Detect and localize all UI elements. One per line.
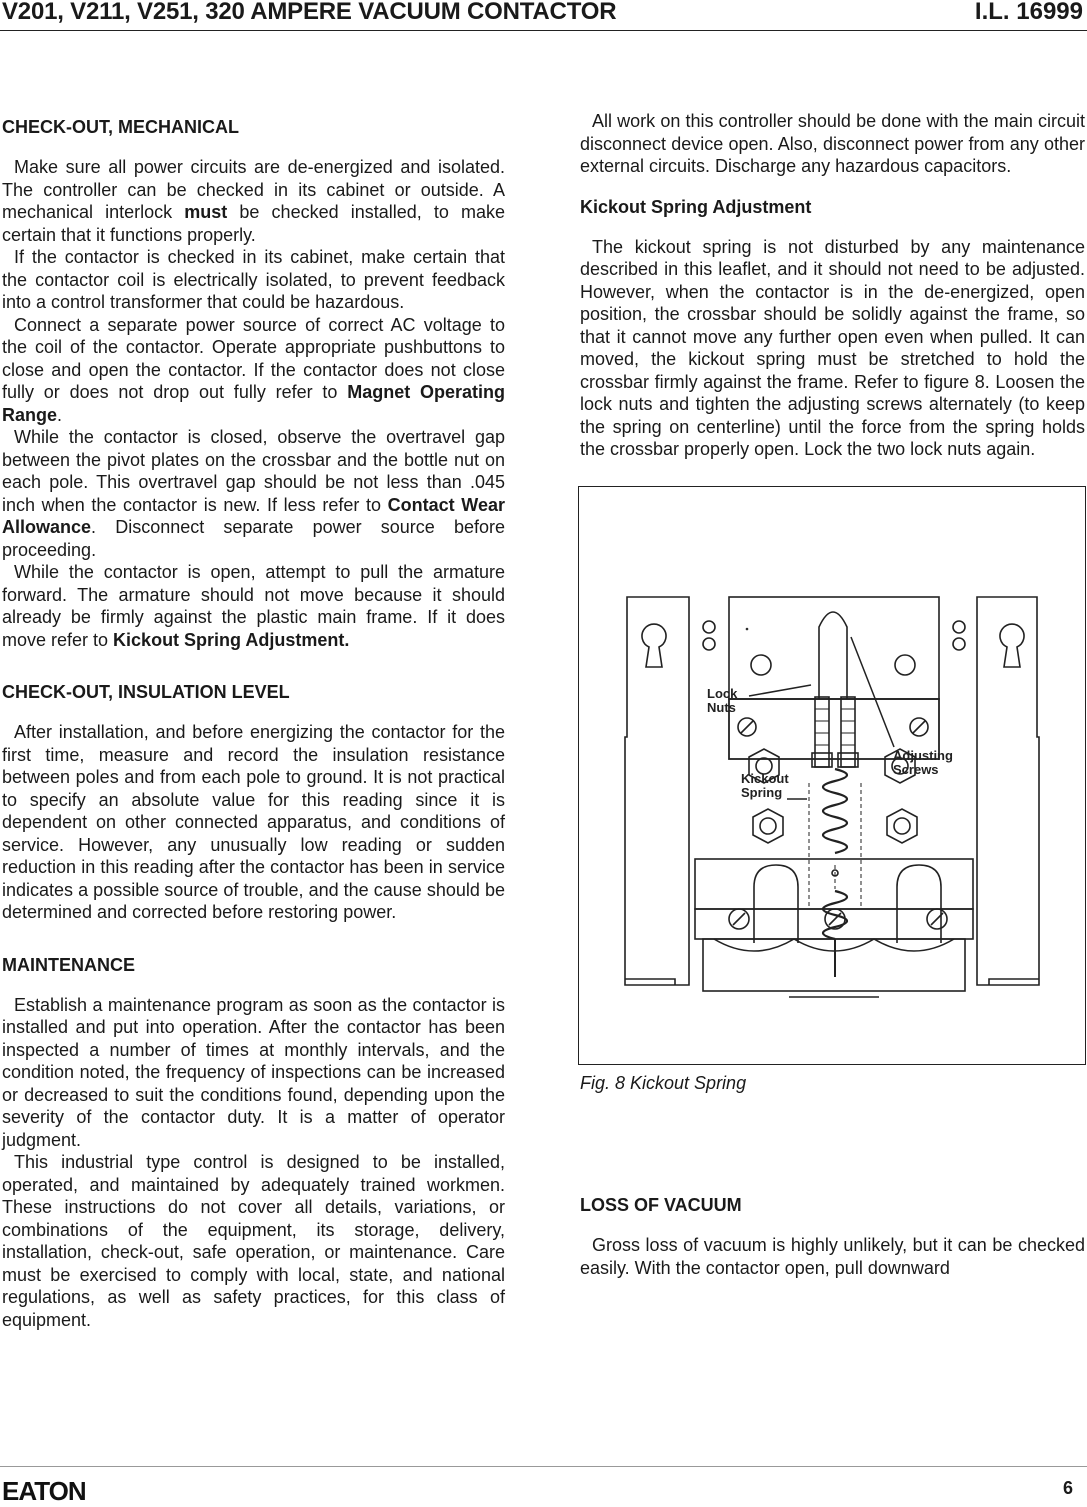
label-screws: Screws: [893, 762, 939, 777]
maintenance-paragraph-1: Establish a maintenance program as soon as the contactor is installed and put into operation. After the contactor has been inspected a number of times at monthly intervals, and the condition noted, the frequency of inspections can be increased or decreased to suit the conditions found, depending upon the severity of the contactor duty. It is a matter of operator judgment.: [2, 994, 505, 1150]
page-header: [0, 0, 1087, 31]
label-spring: Spring: [741, 785, 783, 800]
label-adjusting: Adjusting: [893, 748, 953, 763]
heading-maintenance: MAINTENANCE: [2, 954, 135, 975]
document-number: I.L. 16999: [974, 0, 1083, 25]
mech-paragraph-4: While the contactor is closed, observe the overtravel gap between the pivot plates on the crossbar and the bottle nut on each pole. This overtravel gap should be not less than .045 inch when the contactor is new. If less refer to Contact Wear Allowance. Disconnect separate power source before proceeding.: [2, 427, 505, 560]
right-column: [580, 110, 1085, 461]
mech-paragraph-2: If the contactor is checked in its cabinet, make certain that the contactor coil is electrically isolated, to prevent feedback into a control transformer that could be hazardous.: [2, 247, 505, 312]
heading-insulation: CHECK-OUT, INSULATION LEVEL: [2, 682, 290, 702]
insulation-paragraph: After installation, and before energizing the contactor for the first time, measure and record the insulation resistance between poles and from each pole to ground. It is not practical to specify an absolute value for this reading since it is dependent on other connected apparatus, and conditions of service. However, any unusually low reading or sudden reduction in this reading after the contactor has been in service indicates a possible source of trouble, and the cause should be determined and corrected before restoring power.: [2, 722, 505, 922]
mech-paragraph-3: Connect a separate power source of correct AC voltage to the coil of the contactor. Operate appropriate pushbuttons to close and open the contactor. If the contactor does not close fully or does not drop out fully refer to Magnet Operating Range.: [2, 314, 505, 425]
kickout-paragraph: The kickout spring is not disturbed by any maintenance described in this leaflet, and it should not need to be adjusted. However, when the contactor is in the de-energized, open position, the crossbar should be solidly against the frame, so that it cannot move any further open even when pulled. It can moved, the kickout spring must be stretched to hold the crossbar firmly against the frame. Refer to figure 8. Loosen the lock nuts and tighten the adjusting screws alternately (to keep the spring on centerline) until the force from the spring holds the crossbar properly open. Lock the two lock nuts again.: [580, 236, 1085, 459]
document-title: V201, V211, V251, 320 AMPERE VACUUM CONTACTOR: [2, 0, 617, 25]
label-lock: Lock: [707, 686, 738, 701]
intro-paragraph: All work on this controller should be done with the main circuit disconnect device open. Also, disconnect power from any other external circuits. Discharge any hazardous capacitors.: [580, 111, 1085, 176]
vacuum-paragraph: Gross loss of vacuum is highly unlikely, but it can be checked easily. With the contactor open, pull downward: [580, 1235, 1085, 1278]
label-nuts: Nuts: [707, 700, 736, 715]
svg-text:EATON: EATON: [2, 1478, 86, 1502]
heading-mechanical: CHECK-OUT, MECHANICAL: [2, 117, 239, 137]
left-column: [2, 110, 505, 1331]
footer-rule: [0, 1466, 1087, 1467]
right-column-lower: [580, 1188, 1085, 1279]
mech-paragraph-5: While the contactor is open, attempt to pull the armature forward. The armature should not move because it should already be firmly against the plastic main frame. If it does move refer to Kickout Spring Adjustment.: [2, 562, 505, 650]
eaton-logo: [2, 1478, 102, 1507]
label-kickout: Kickout: [741, 771, 789, 786]
page-number: 6: [1062, 1478, 1073, 1498]
figure-caption: Fig. 8 Kickout Spring: [580, 1073, 747, 1093]
figure-kickout-spring: [578, 486, 1086, 1065]
eaton-logo-mark: [2, 1478, 102, 1502]
mech-paragraph-1: Make sure all power circuits are de-energized and isolated. The controller can be checked in its cabinet or outside. A mechanical interlock must be checked installed, to make certain that it functions properly.: [2, 157, 505, 245]
heading-kickout-adjustment: Kickout Spring Adjustment: [580, 196, 812, 217]
maintenance-paragraph-2: This industrial type control is designed to be installed, operated, and maintained by adequately trained workmen. These instructions do not cover all details, variations, or combinations of the equipment, its storage, delivery, installation, check-out, safe operation, or maintenance. Care must be exercised to comply with local, state, and national regulations, as well as safety practices, for this class of equipment.: [2, 1152, 505, 1330]
heading-loss-of-vacuum: LOSS OF VACUUM: [580, 1195, 742, 1215]
kickout-spring-drawing: [579, 487, 1085, 1064]
